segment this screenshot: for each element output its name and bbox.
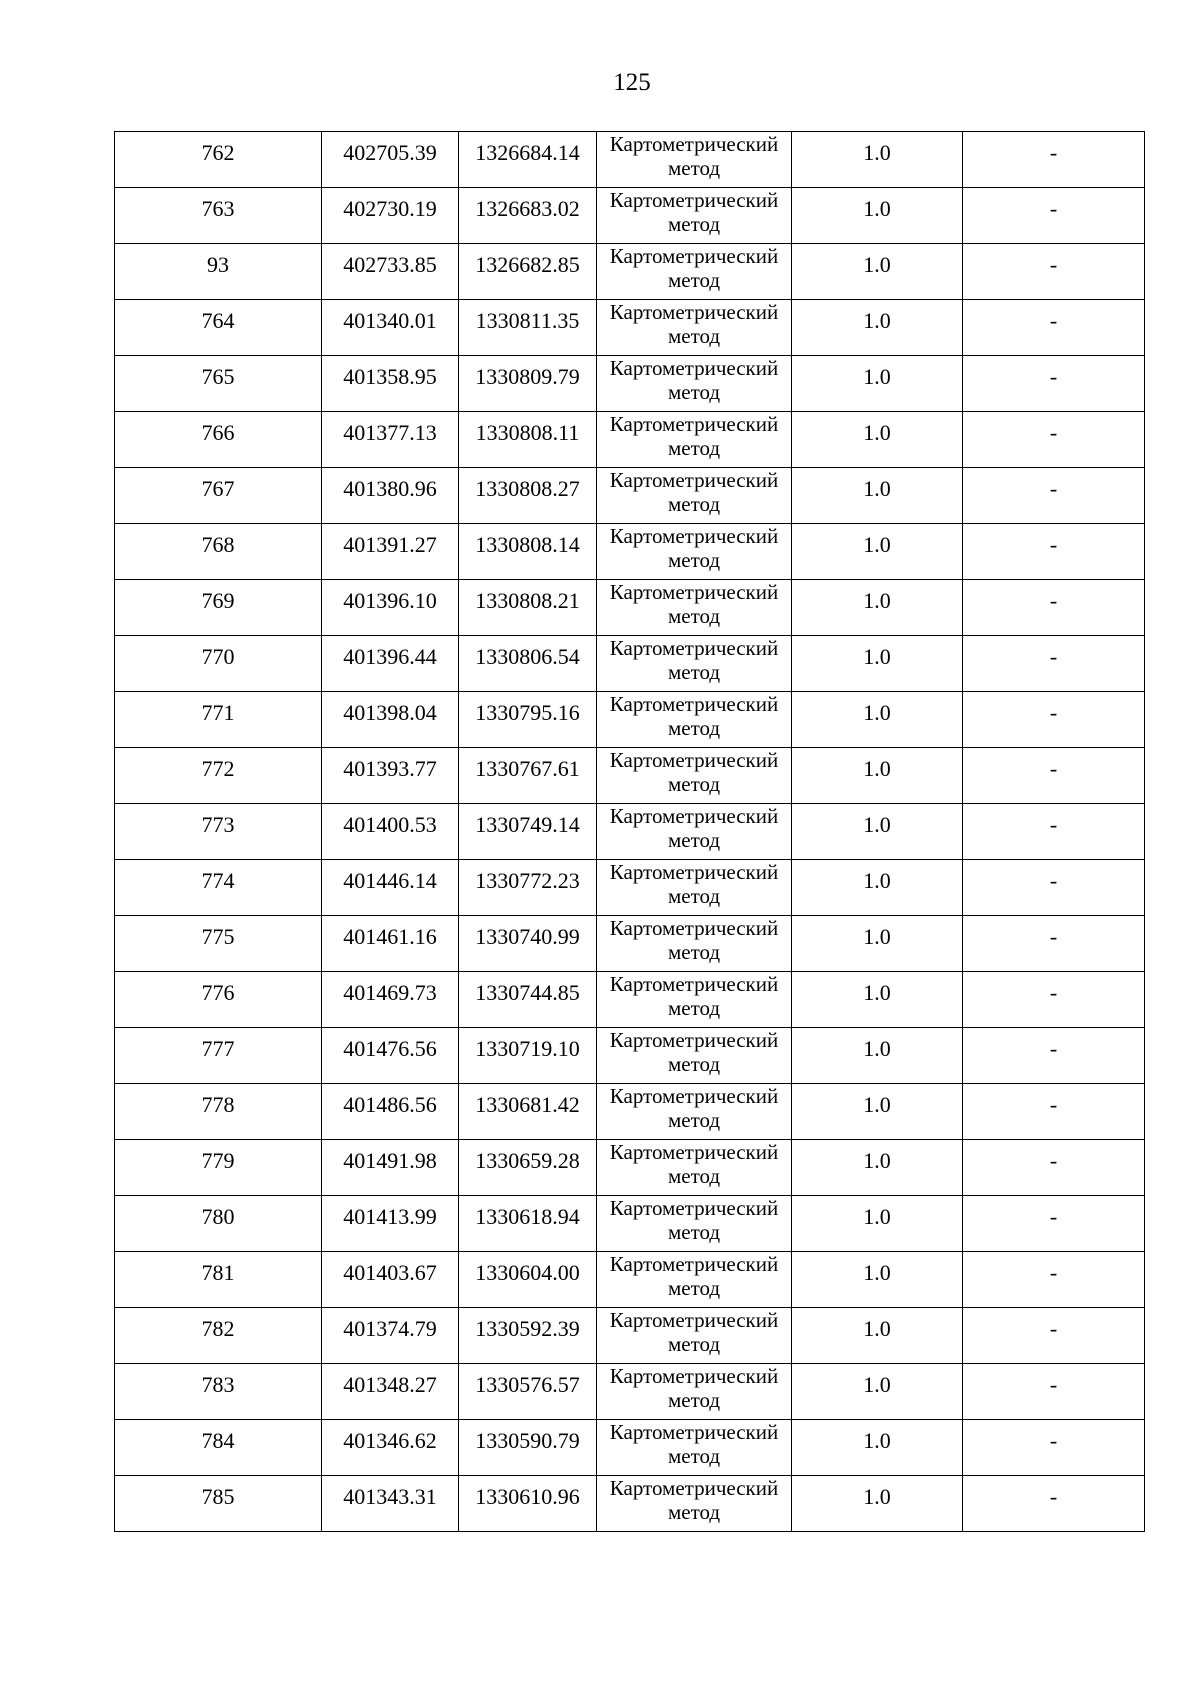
point-id-cell: 768 xyxy=(115,524,322,580)
method-line1: Картометрический xyxy=(609,1140,779,1164)
method-line1: Картометрический xyxy=(609,860,779,884)
method-line1: Картометрический xyxy=(609,412,779,436)
accuracy-cell: 1.0 xyxy=(792,1252,963,1308)
method-cell xyxy=(597,1308,792,1364)
coordinates-table xyxy=(114,131,1145,1532)
accuracy-cell: 1.0 xyxy=(792,244,963,300)
x-coordinate-cell: 401391.27 xyxy=(322,524,459,580)
table-row xyxy=(115,692,1145,748)
point-id-cell: 766 xyxy=(115,412,322,468)
method-line2: метод xyxy=(667,436,721,460)
x-coordinate-cell: 401340.01 xyxy=(322,300,459,356)
y-coordinate-cell: 1330808.11 xyxy=(459,412,597,468)
accuracy-cell: 1.0 xyxy=(792,1364,963,1420)
method-cell xyxy=(597,412,792,468)
table-row xyxy=(115,412,1145,468)
x-coordinate-cell: 401396.10 xyxy=(322,580,459,636)
note-cell: - xyxy=(963,1140,1145,1196)
method-line2: метод xyxy=(667,1444,721,1468)
y-coordinate-cell: 1330740.99 xyxy=(459,916,597,972)
note-cell: - xyxy=(963,636,1145,692)
method-line1: Картометрический xyxy=(609,1252,779,1276)
accuracy-cell: 1.0 xyxy=(792,412,963,468)
note-cell: - xyxy=(963,1308,1145,1364)
method-cell xyxy=(597,1476,792,1532)
accuracy-cell: 1.0 xyxy=(792,748,963,804)
accuracy-cell: 1.0 xyxy=(792,804,963,860)
method-line2: метод xyxy=(667,660,721,684)
method-line2: метод xyxy=(667,828,721,852)
accuracy-cell: 1.0 xyxy=(792,468,963,524)
method-line1: Картометрический xyxy=(609,1476,779,1500)
table-row xyxy=(115,972,1145,1028)
note-cell: - xyxy=(963,412,1145,468)
note-cell: - xyxy=(963,748,1145,804)
method-line2: метод xyxy=(667,716,721,740)
y-coordinate-cell: 1330604.00 xyxy=(459,1252,597,1308)
y-coordinate-cell: 1330592.39 xyxy=(459,1308,597,1364)
method-line2: метод xyxy=(667,772,721,796)
point-id-cell: 782 xyxy=(115,1308,322,1364)
point-id-cell: 763 xyxy=(115,188,322,244)
x-coordinate-cell: 402730.19 xyxy=(322,188,459,244)
method-cell xyxy=(597,1252,792,1308)
method-line1: Картометрический xyxy=(609,300,779,324)
table-row xyxy=(115,748,1145,804)
accuracy-cell: 1.0 xyxy=(792,580,963,636)
table-row xyxy=(115,916,1145,972)
x-coordinate-cell: 402733.85 xyxy=(322,244,459,300)
x-coordinate-cell: 401446.14 xyxy=(322,860,459,916)
method-line1: Картометрический xyxy=(609,188,779,212)
note-cell: - xyxy=(963,1252,1145,1308)
point-id-cell: 770 xyxy=(115,636,322,692)
x-coordinate-cell: 401348.27 xyxy=(322,1364,459,1420)
method-line1: Картометрический xyxy=(609,1028,779,1052)
method-line2: метод xyxy=(667,212,721,236)
x-coordinate-cell: 401380.96 xyxy=(322,468,459,524)
accuracy-cell: 1.0 xyxy=(792,300,963,356)
table-row xyxy=(115,1196,1145,1252)
y-coordinate-cell: 1330749.14 xyxy=(459,804,597,860)
method-line2: метод xyxy=(667,1500,721,1524)
accuracy-cell: 1.0 xyxy=(792,188,963,244)
note-cell: - xyxy=(963,692,1145,748)
y-coordinate-cell: 1330795.16 xyxy=(459,692,597,748)
method-line2: метод xyxy=(667,1332,721,1356)
method-line1: Картометрический xyxy=(609,748,779,772)
x-coordinate-cell: 401346.62 xyxy=(322,1420,459,1476)
y-coordinate-cell: 1330744.85 xyxy=(459,972,597,1028)
note-cell: - xyxy=(963,804,1145,860)
method-cell xyxy=(597,1140,792,1196)
method-line2: метод xyxy=(667,1108,721,1132)
y-coordinate-cell: 1330610.96 xyxy=(459,1476,597,1532)
table-row xyxy=(115,580,1145,636)
method-line2: метод xyxy=(667,268,721,292)
method-cell xyxy=(597,804,792,860)
method-cell xyxy=(597,524,792,580)
method-cell xyxy=(597,916,792,972)
accuracy-cell: 1.0 xyxy=(792,1140,963,1196)
method-line2: метод xyxy=(667,940,721,964)
note-cell: - xyxy=(963,468,1145,524)
point-id-cell: 784 xyxy=(115,1420,322,1476)
method-line1: Картометрический xyxy=(609,356,779,380)
accuracy-cell: 1.0 xyxy=(792,1476,963,1532)
note-cell: - xyxy=(963,1364,1145,1420)
point-id-cell: 785 xyxy=(115,1476,322,1532)
method-cell xyxy=(597,692,792,748)
table-row xyxy=(115,1476,1145,1532)
table-row xyxy=(115,1028,1145,1084)
x-coordinate-cell: 401486.56 xyxy=(322,1084,459,1140)
y-coordinate-cell: 1330576.57 xyxy=(459,1364,597,1420)
note-cell: - xyxy=(963,916,1145,972)
method-line2: метод xyxy=(667,156,721,180)
x-coordinate-cell: 401403.67 xyxy=(322,1252,459,1308)
accuracy-cell: 1.0 xyxy=(792,1196,963,1252)
method-line1: Картометрический xyxy=(609,804,779,828)
point-id-cell: 777 xyxy=(115,1028,322,1084)
y-coordinate-cell: 1330590.79 xyxy=(459,1420,597,1476)
accuracy-cell: 1.0 xyxy=(792,1308,963,1364)
y-coordinate-cell: 1330808.14 xyxy=(459,524,597,580)
point-id-cell: 781 xyxy=(115,1252,322,1308)
method-line2: метод xyxy=(667,548,721,572)
method-line1: Картометрический xyxy=(609,132,779,156)
method-cell xyxy=(597,1364,792,1420)
method-line2: метод xyxy=(667,1052,721,1076)
accuracy-cell: 1.0 xyxy=(792,132,963,188)
method-cell xyxy=(597,1196,792,1252)
note-cell: - xyxy=(963,244,1145,300)
table-row xyxy=(115,1140,1145,1196)
y-coordinate-cell: 1330719.10 xyxy=(459,1028,597,1084)
method-line1: Картометрический xyxy=(609,1364,779,1388)
x-coordinate-cell: 401377.13 xyxy=(322,412,459,468)
method-line1: Картометрический xyxy=(609,972,779,996)
table-row xyxy=(115,1252,1145,1308)
method-line1: Картометрический xyxy=(609,468,779,492)
point-id-cell: 764 xyxy=(115,300,322,356)
x-coordinate-cell: 401396.44 xyxy=(322,636,459,692)
accuracy-cell: 1.0 xyxy=(792,636,963,692)
note-cell: - xyxy=(963,524,1145,580)
method-cell xyxy=(597,132,792,188)
note-cell: - xyxy=(963,1476,1145,1532)
method-line1: Картометрический xyxy=(609,636,779,660)
table-row xyxy=(115,132,1145,188)
note-cell: - xyxy=(963,1084,1145,1140)
method-line1: Картометрический xyxy=(609,524,779,548)
y-coordinate-cell: 1330806.54 xyxy=(459,636,597,692)
x-coordinate-cell: 401476.56 xyxy=(322,1028,459,1084)
point-id-cell: 762 xyxy=(115,132,322,188)
x-coordinate-cell: 401491.98 xyxy=(322,1140,459,1196)
note-cell: - xyxy=(963,860,1145,916)
method-cell xyxy=(597,1028,792,1084)
table-row xyxy=(115,188,1145,244)
method-line2: метод xyxy=(667,1388,721,1412)
accuracy-cell: 1.0 xyxy=(792,692,963,748)
table-row xyxy=(115,524,1145,580)
method-line2: метод xyxy=(667,1164,721,1188)
x-coordinate-cell: 402705.39 xyxy=(322,132,459,188)
point-id-cell: 772 xyxy=(115,748,322,804)
accuracy-cell: 1.0 xyxy=(792,972,963,1028)
table-row xyxy=(115,1084,1145,1140)
method-line1: Картометрический xyxy=(609,1308,779,1332)
note-cell: - xyxy=(963,580,1145,636)
point-id-cell: 765 xyxy=(115,356,322,412)
point-id-cell: 769 xyxy=(115,580,322,636)
point-id-cell: 779 xyxy=(115,1140,322,1196)
y-coordinate-cell: 1330808.27 xyxy=(459,468,597,524)
y-coordinate-cell: 1326684.14 xyxy=(459,132,597,188)
method-cell xyxy=(597,748,792,804)
y-coordinate-cell: 1330618.94 xyxy=(459,1196,597,1252)
table-row xyxy=(115,356,1145,412)
method-line2: метод xyxy=(667,1220,721,1244)
coordinates-table-body xyxy=(115,132,1145,1532)
accuracy-cell: 1.0 xyxy=(792,524,963,580)
table-row xyxy=(115,244,1145,300)
note-cell: - xyxy=(963,132,1145,188)
method-cell xyxy=(597,356,792,412)
x-coordinate-cell: 401374.79 xyxy=(322,1308,459,1364)
method-cell xyxy=(597,468,792,524)
point-id-cell: 783 xyxy=(115,1364,322,1420)
table-row xyxy=(115,1308,1145,1364)
page-number: 125 xyxy=(613,69,651,96)
note-cell: - xyxy=(963,188,1145,244)
y-coordinate-cell: 1330809.79 xyxy=(459,356,597,412)
note-cell: - xyxy=(963,972,1145,1028)
method-cell xyxy=(597,244,792,300)
point-id-cell: 93 xyxy=(115,244,322,300)
x-coordinate-cell: 401413.99 xyxy=(322,1196,459,1252)
method-line1: Картометрический xyxy=(609,1420,779,1444)
y-coordinate-cell: 1330808.21 xyxy=(459,580,597,636)
accuracy-cell: 1.0 xyxy=(792,1420,963,1476)
point-id-cell: 778 xyxy=(115,1084,322,1140)
method-line1: Картометрический xyxy=(609,580,779,604)
x-coordinate-cell: 401400.53 xyxy=(322,804,459,860)
point-id-cell: 773 xyxy=(115,804,322,860)
point-id-cell: 780 xyxy=(115,1196,322,1252)
method-cell xyxy=(597,580,792,636)
table-row xyxy=(115,468,1145,524)
note-cell: - xyxy=(963,1196,1145,1252)
method-line2: метод xyxy=(667,324,721,348)
x-coordinate-cell: 401393.77 xyxy=(322,748,459,804)
point-id-cell: 767 xyxy=(115,468,322,524)
table-row xyxy=(115,636,1145,692)
x-coordinate-cell: 401398.04 xyxy=(322,692,459,748)
x-coordinate-cell: 401343.31 xyxy=(322,1476,459,1532)
accuracy-cell: 1.0 xyxy=(792,916,963,972)
method-line1: Картометрический xyxy=(609,244,779,268)
y-coordinate-cell: 1330681.42 xyxy=(459,1084,597,1140)
point-id-cell: 771 xyxy=(115,692,322,748)
y-coordinate-cell: 1326682.85 xyxy=(459,244,597,300)
accuracy-cell: 1.0 xyxy=(792,1028,963,1084)
note-cell: - xyxy=(963,1420,1145,1476)
y-coordinate-cell: 1326683.02 xyxy=(459,188,597,244)
method-line2: метод xyxy=(667,996,721,1020)
y-coordinate-cell: 1330811.35 xyxy=(459,300,597,356)
method-line1: Картометрический xyxy=(609,1084,779,1108)
x-coordinate-cell: 401358.95 xyxy=(322,356,459,412)
table-row xyxy=(115,300,1145,356)
method-line2: метод xyxy=(667,492,721,516)
note-cell: - xyxy=(963,1028,1145,1084)
method-line1: Картометрический xyxy=(609,916,779,940)
y-coordinate-cell: 1330767.61 xyxy=(459,748,597,804)
point-id-cell: 775 xyxy=(115,916,322,972)
x-coordinate-cell: 401461.16 xyxy=(322,916,459,972)
y-coordinate-cell: 1330772.23 xyxy=(459,860,597,916)
method-cell xyxy=(597,300,792,356)
note-cell: - xyxy=(963,356,1145,412)
x-coordinate-cell: 401469.73 xyxy=(322,972,459,1028)
accuracy-cell: 1.0 xyxy=(792,356,963,412)
method-line1: Картометрический xyxy=(609,692,779,716)
method-line2: метод xyxy=(667,884,721,908)
accuracy-cell: 1.0 xyxy=(792,1084,963,1140)
method-line2: метод xyxy=(667,380,721,404)
note-cell: - xyxy=(963,300,1145,356)
method-line2: метод xyxy=(667,1276,721,1300)
table-row xyxy=(115,1420,1145,1476)
method-line1: Картометрический xyxy=(609,1196,779,1220)
method-line2: метод xyxy=(667,604,721,628)
accuracy-cell: 1.0 xyxy=(792,860,963,916)
method-cell xyxy=(597,860,792,916)
method-cell xyxy=(597,188,792,244)
point-id-cell: 776 xyxy=(115,972,322,1028)
y-coordinate-cell: 1330659.28 xyxy=(459,1140,597,1196)
method-cell xyxy=(597,636,792,692)
method-cell xyxy=(597,1420,792,1476)
table-row xyxy=(115,860,1145,916)
table-row xyxy=(115,804,1145,860)
method-cell xyxy=(597,1084,792,1140)
point-id-cell: 774 xyxy=(115,860,322,916)
table-row xyxy=(115,1364,1145,1420)
method-cell xyxy=(597,972,792,1028)
